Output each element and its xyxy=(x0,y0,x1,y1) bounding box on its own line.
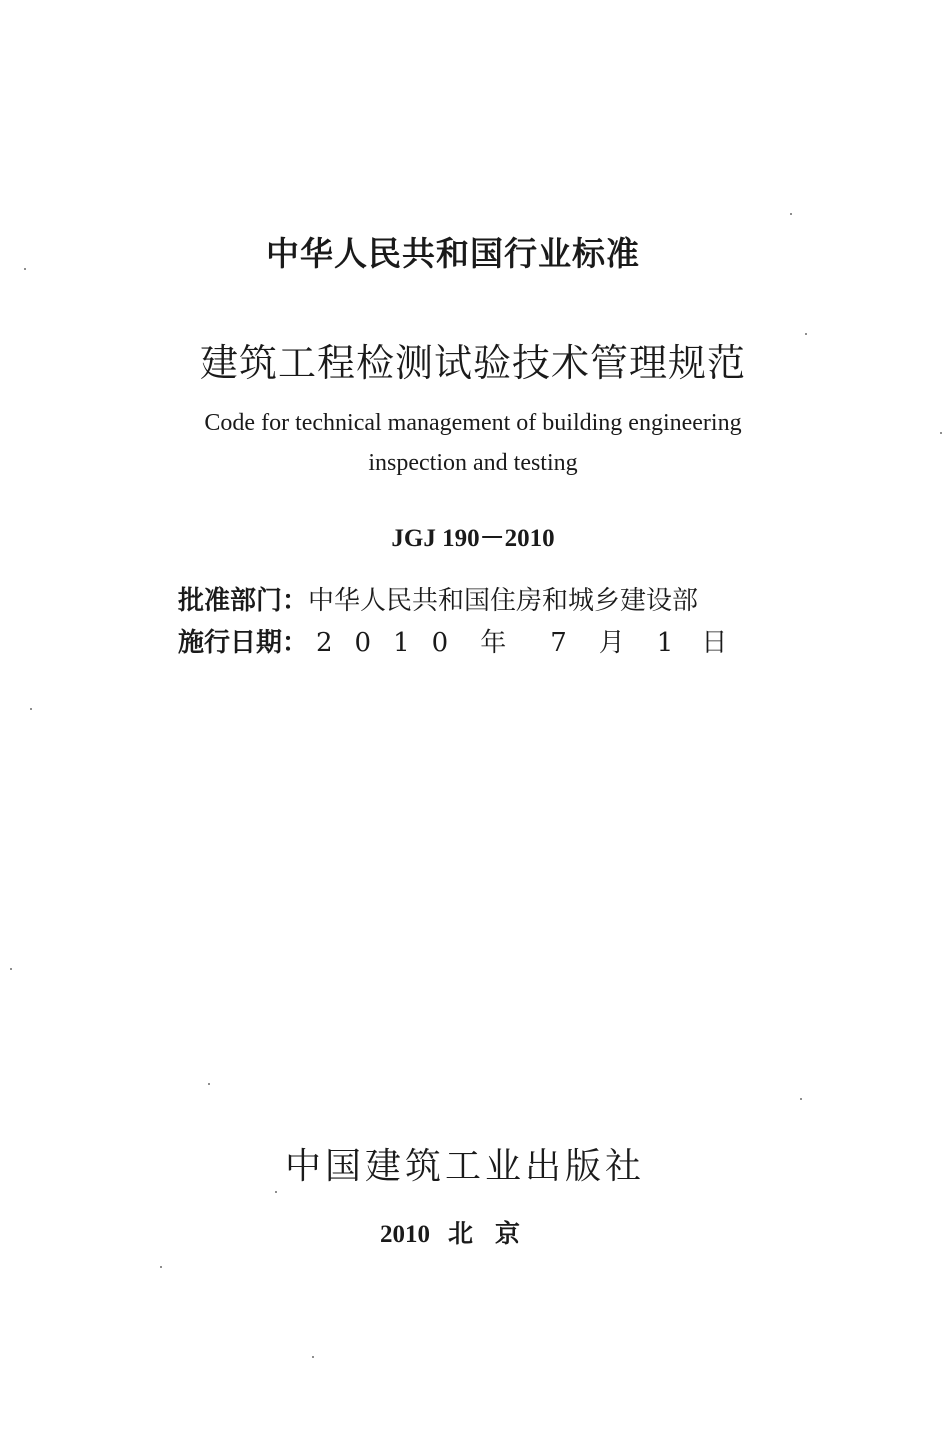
publisher-name: 中国建筑工业出版社 xyxy=(284,1146,645,1187)
english-title-line-1: Code for technical management of building engineering xyxy=(204,410,742,436)
scan-speck xyxy=(805,333,807,335)
imprint-year: 2010 xyxy=(379,1221,430,1248)
effective-date-value xyxy=(308,622,727,664)
scan-speck xyxy=(208,1083,210,1085)
approval-value: 中华人民共和国住房和城乡建设部 xyxy=(308,586,699,616)
scan-speck xyxy=(790,213,792,215)
chinese-title: 建筑工程检测试验技术管理规范 xyxy=(199,341,746,385)
approval-row xyxy=(178,580,727,622)
effective-year-unit: 年 xyxy=(480,628,507,658)
effective-day-unit: 日 xyxy=(701,628,728,658)
effective-month-unit: 月 xyxy=(598,628,625,658)
scan-speck xyxy=(275,1191,277,1193)
effective-date-label: 施行日期： xyxy=(178,628,309,658)
standard-category-heading: 中华人民共和国行业标准 xyxy=(266,234,640,273)
scan-speck xyxy=(312,1356,314,1358)
standard-code: JGJ 190－2010 xyxy=(391,525,555,552)
approval-label: 批准部门： xyxy=(178,586,309,616)
scan-speck xyxy=(940,432,942,434)
scan-speck xyxy=(24,268,26,270)
metadata-block xyxy=(178,580,727,664)
effective-month: 7 xyxy=(550,628,567,658)
scan-speck xyxy=(10,968,12,970)
scan-speck xyxy=(30,708,32,710)
imprint-line xyxy=(0,1214,936,1250)
imprint-city: 北京 xyxy=(447,1219,542,1248)
effective-day: 1 xyxy=(656,628,674,658)
scan-speck xyxy=(800,1098,802,1100)
scan-speck xyxy=(160,1266,162,1268)
english-title-line-2: inspection and testing xyxy=(368,450,578,476)
effective-date-row xyxy=(178,622,727,664)
effective-year: 2010 xyxy=(316,628,471,658)
